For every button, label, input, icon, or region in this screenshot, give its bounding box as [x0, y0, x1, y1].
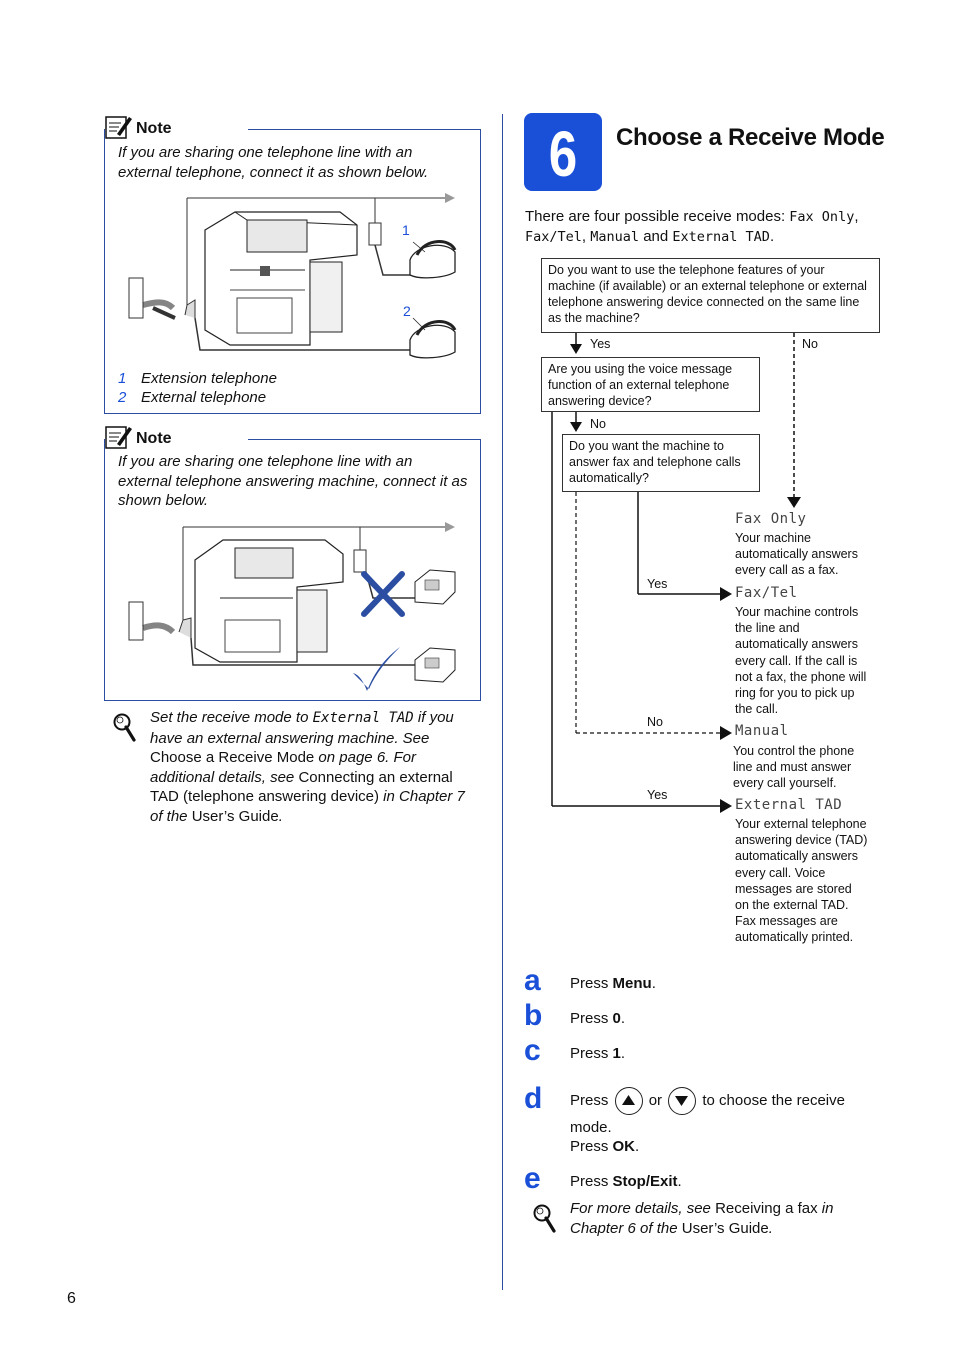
desc-line: every call as a fax. — [735, 563, 839, 578]
step-part: to choose the receive — [702, 1092, 845, 1109]
down-arrow-button[interactable] — [668, 1087, 696, 1115]
tip-text — [150, 708, 470, 826]
tip-part: in Chapter 6 of the — [570, 1200, 834, 1237]
step-text: mode. — [570, 1119, 612, 1136]
legend-num: 1 — [118, 370, 127, 387]
step-part: Press — [570, 1092, 609, 1109]
desc-line: not a fax, the phone will — [735, 669, 867, 684]
desc-line: Fax messages are — [735, 914, 838, 929]
note-text: If you are sharing one telephone line with an external telephone answering machine, connect it as shown below. — [118, 453, 468, 509]
up-arrow-button[interactable] — [615, 1087, 643, 1115]
note-text: If you are sharing one telephone line with an external telephone, connect it as shown below. — [118, 144, 429, 181]
legend-item — [118, 370, 277, 387]
step-part: Press — [570, 975, 613, 992]
step-part: Press — [570, 1045, 613, 1062]
intro-text — [525, 207, 895, 247]
flowchart-no-label: No — [590, 417, 606, 431]
step-letter: a — [524, 964, 541, 997]
mode-name: Fax/Tel — [525, 229, 582, 245]
tip-ref: Receiving a fax — [715, 1200, 818, 1217]
desc-line: automatically answers — [735, 547, 858, 562]
note-pencil-icon — [105, 424, 133, 450]
flowchart-no-label: No — [647, 715, 663, 729]
tip-part: on page 6. For additional details, see — [150, 749, 416, 786]
step-letter: c — [524, 1034, 541, 1067]
flowchart-question-1: Do you want to use the telephone features of your machine (if available) or an external telephone or external telephone answering device connected on the same line as the machine? — [541, 258, 880, 333]
desc-line: automatically answers — [735, 849, 858, 864]
flowchart-yes-label: Yes — [647, 577, 668, 591]
legend-label: Extension telephone — [141, 370, 277, 387]
note-pencil-icon — [105, 114, 133, 140]
legend-item — [118, 389, 266, 406]
tip-text — [570, 1199, 880, 1239]
tip-part: . — [768, 1220, 773, 1237]
note-box-1-topline — [248, 129, 480, 130]
tip-part: in Chapter 7 of the — [150, 788, 465, 825]
mode-name: Fax Only — [789, 209, 855, 225]
answering-machine-illustration — [125, 520, 460, 695]
tip-part: Set the receive mode to — [150, 709, 313, 726]
step-part: . — [677, 1173, 682, 1190]
step-part: . — [635, 1138, 640, 1155]
legend-label: External telephone — [141, 389, 267, 406]
magnifier-icon — [532, 1203, 556, 1233]
note-heading: Note — [136, 430, 176, 448]
desc-line: every call. Voice — [735, 865, 826, 880]
desc-line: Your machine controls — [735, 605, 859, 619]
step-part: . — [620, 1045, 626, 1062]
note-heading: Note — [136, 120, 176, 138]
intro-part: and — [639, 228, 673, 245]
desc-line: answering device (TAD) — [735, 833, 868, 848]
desc-line: automatically answers — [735, 637, 858, 652]
tip-ref: User’s Guide — [191, 807, 279, 825]
page-title: Choose a Receive Mode — [616, 124, 885, 151]
check-mark-icon — [350, 645, 402, 695]
tip-ref: Choose a Receive Mode — [150, 749, 315, 766]
mode-description — [735, 530, 858, 579]
flowchart-question-2: Are you using the voice message function of an external telephone answering device? — [541, 357, 760, 412]
mode-fax-tel: Fax/Tel — [735, 585, 798, 601]
callout-2: 2 — [403, 303, 411, 319]
flowchart-question-3: Do you want the machine to answer fax and telephone calls automatically? — [562, 434, 760, 492]
desc-line: Your machine — [735, 531, 811, 545]
step-letter: b — [524, 999, 543, 1032]
mode-description — [735, 604, 866, 717]
step-part: or — [648, 1092, 663, 1109]
menu-key: Menu — [612, 975, 652, 992]
mode-description — [735, 816, 867, 946]
mode-external-tad: External TAD — [735, 797, 843, 813]
magnifier-icon — [112, 712, 136, 742]
desc-line: line and must answer — [733, 760, 852, 775]
step-part: Press — [570, 1173, 613, 1190]
tip-part: if you have an external answering machine. — [150, 709, 454, 747]
flowchart-no-label: No — [802, 337, 818, 351]
desc-line: You control the phone — [733, 744, 855, 758]
step-part: Press — [570, 1138, 613, 1155]
intro-part: , — [581, 228, 591, 245]
flowchart-yes-label: Yes — [647, 788, 668, 802]
desc-line: Your external telephone — [735, 817, 867, 831]
ok-key: OK — [612, 1138, 636, 1155]
tip-mode: External TAD — [312, 710, 414, 726]
mode-description — [733, 743, 854, 792]
tip-ref: User’s Guide — [681, 1220, 769, 1237]
page-number: 6 — [67, 1290, 76, 1307]
desc-line: every call. If the call is — [735, 653, 858, 668]
step-part: . — [651, 975, 656, 992]
key-1: 1 — [612, 1045, 621, 1062]
mode-name: Manual — [590, 229, 640, 245]
tip-part: . — [278, 807, 283, 825]
tip-part: See — [402, 729, 430, 747]
extension-telephone-illustration — [125, 190, 460, 380]
up-arrow-icon — [616, 1088, 641, 1113]
step-part: . — [620, 1010, 626, 1027]
desc-line: the line and — [735, 621, 800, 636]
desc-line: on the external TAD. — [735, 898, 849, 913]
legend-num: 2 — [118, 389, 127, 406]
desc-line: every call yourself. — [733, 776, 837, 791]
step-text — [570, 1173, 682, 1190]
note-box-2-topline — [248, 439, 480, 440]
step-number: 6 — [548, 118, 578, 190]
mode-manual: Manual — [735, 723, 789, 739]
cross-mark-icon — [360, 570, 406, 618]
desc-line: automatically printed. — [735, 930, 854, 945]
tip-part: For more details, see — [570, 1200, 716, 1217]
step-part: Press — [570, 1010, 613, 1027]
desc-line: messages are stored — [735, 881, 852, 896]
stop-exit-key: Stop/Exit — [612, 1173, 678, 1190]
flowchart-yes-label: Yes — [590, 337, 611, 351]
step-letter: e — [524, 1162, 541, 1195]
mode-name: External TAD — [672, 229, 770, 245]
step-text — [570, 975, 656, 992]
mode-fax-only: Fax Only — [735, 511, 807, 527]
intro-part: , — [854, 208, 859, 225]
step-text — [570, 1010, 625, 1027]
intro-part: . — [769, 228, 775, 245]
down-arrow-icon — [669, 1088, 694, 1113]
step-text — [570, 1086, 845, 1116]
callout-1: 1 — [402, 222, 410, 238]
step-text — [570, 1045, 625, 1062]
key-0: 0 — [612, 1010, 621, 1027]
desc-line: the call. — [735, 702, 779, 717]
step-text — [570, 1138, 639, 1155]
step-letter: d — [524, 1082, 543, 1115]
tip-ref: Connecting an external TAD (telephone answering device) — [150, 768, 453, 805]
column-divider — [502, 114, 503, 1290]
intro-part: There are four possible receive modes: — [525, 208, 790, 225]
desc-line: ring for you to pick up — [735, 686, 855, 701]
